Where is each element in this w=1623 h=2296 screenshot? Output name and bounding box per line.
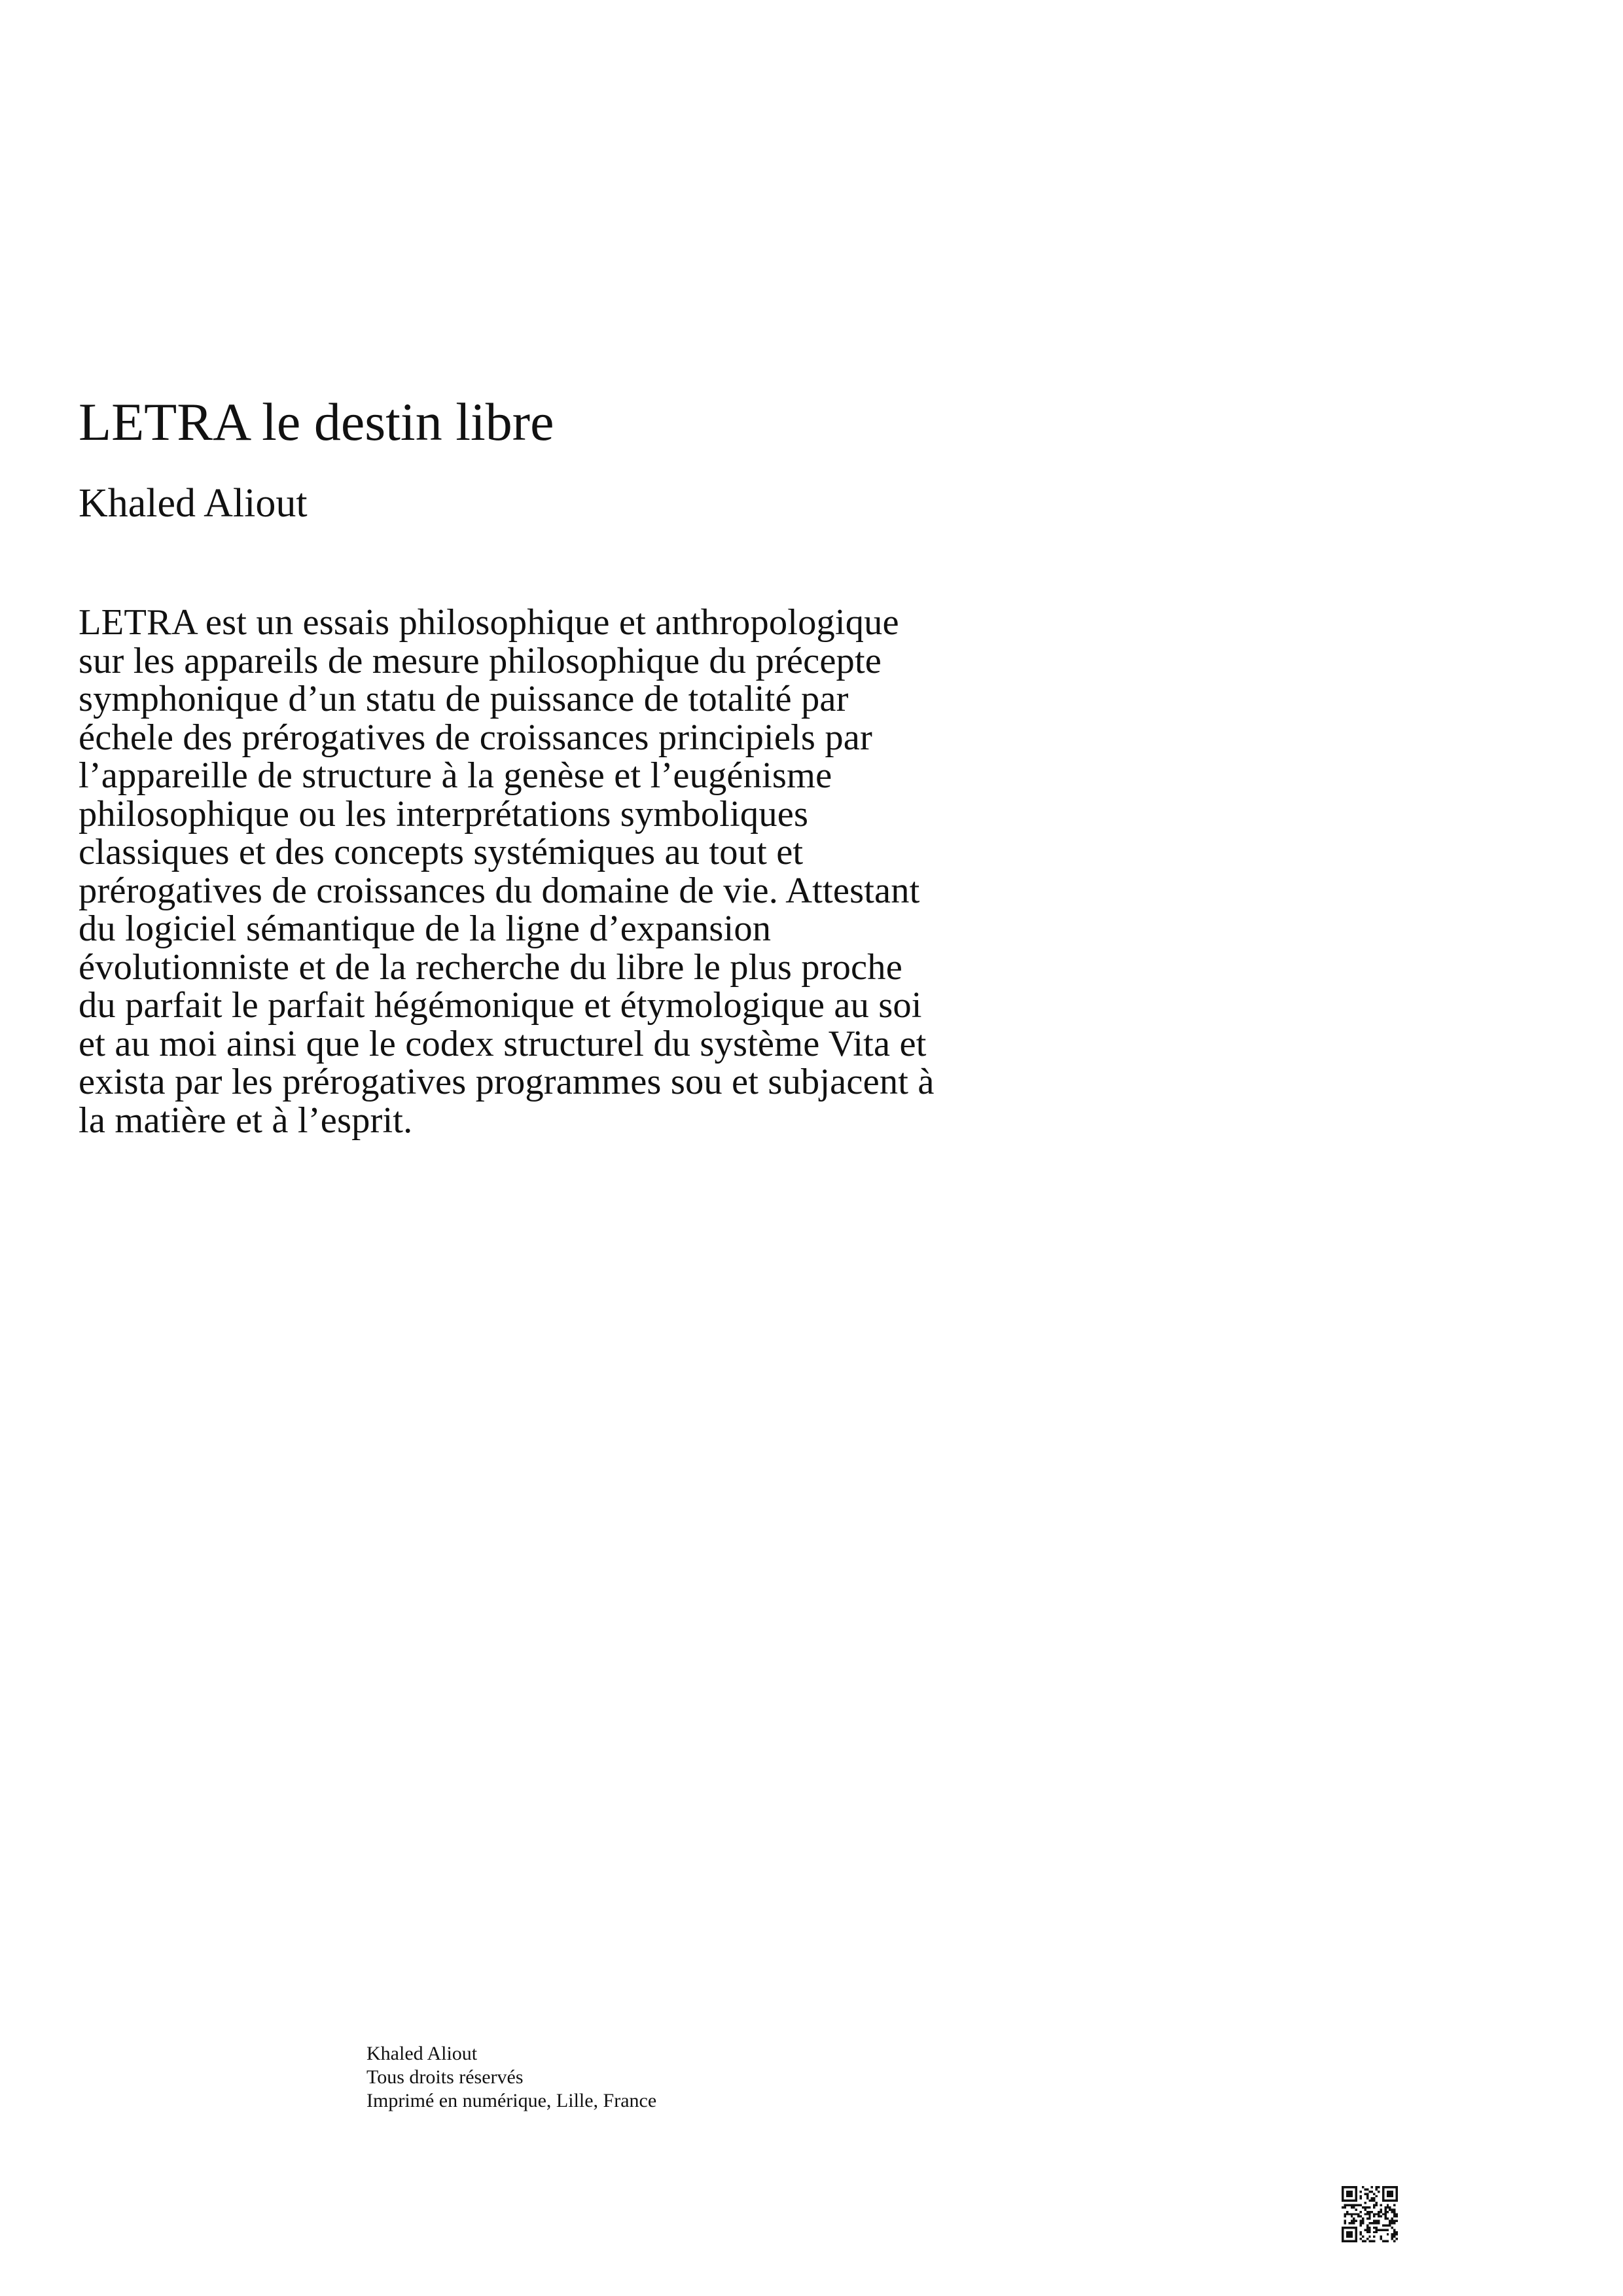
abstract-line: philosophique ou les interprétations symboliques: [79, 793, 809, 834]
abstract-line: symphonique d’un statu de puissance de totalité par: [79, 679, 849, 719]
abstract-line: la matière et à l’esprit.: [79, 1100, 413, 1141]
document-title: LETRA le destin libre: [79, 392, 554, 452]
document-author: Khaled Aliout: [79, 481, 308, 526]
abstract-line: échele des prérogatives de croissances principiels par: [79, 717, 872, 758]
abstract-line: LETRA est un essais philosophique et anthropologique: [79, 602, 899, 643]
abstract-line: et au moi ainsi que le codex structurel du système Vita et: [79, 1023, 927, 1064]
colophon-printing: Imprimé en numérique, Lille, France: [366, 2090, 657, 2111]
abstract-line: prérogatives de croissances du domaine de vie. Attestant: [79, 870, 920, 911]
abstract-line: du logiciel sémantique de la ligne d’expansion: [79, 908, 772, 949]
abstract-line: évolutionniste et de la recherche du libre le plus proche: [79, 946, 902, 988]
abstract-line: exista par les prérogatives programmes sou et subjacent à: [79, 1062, 935, 1102]
abstract-line: classiques et des concepts systémiques au tout et: [79, 832, 804, 872]
qr-code-icon: [1342, 2186, 1398, 2242]
abstract-line: l’appareille de structure à la genèse et l’eugénisme: [79, 755, 832, 796]
colophon-author: Khaled Aliout: [366, 2043, 478, 2064]
abstract-line: du parfait le parfait hégémonique et étymologique au soi: [79, 985, 922, 1026]
colophon: [366, 2042, 656, 2113]
abstract-line: sur les appareils de mesure philosophique du précepte: [79, 640, 882, 681]
colophon-rights: Tous droits réservés: [366, 2066, 524, 2088]
abstract-paragraph: [79, 603, 1230, 1139]
